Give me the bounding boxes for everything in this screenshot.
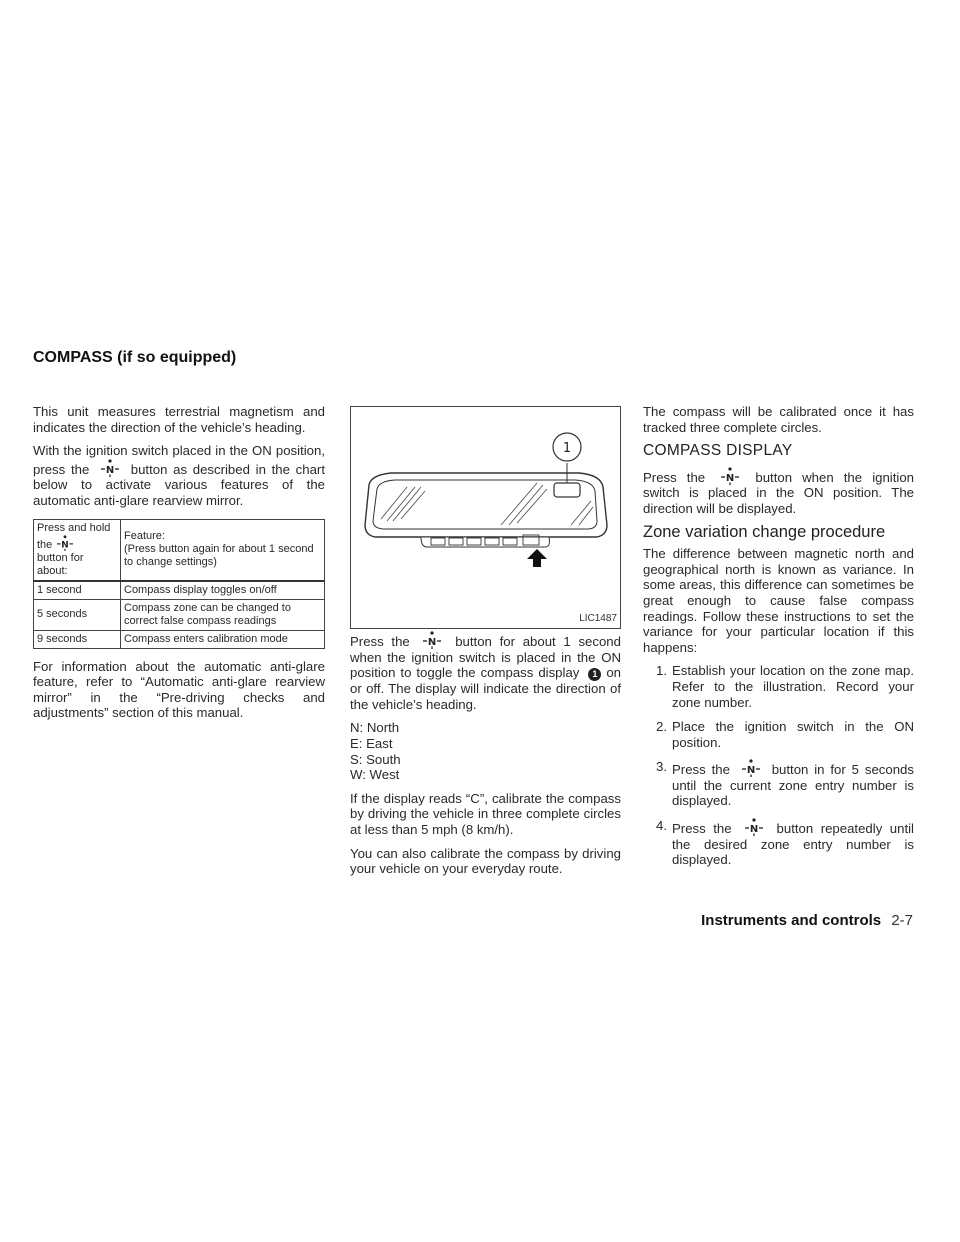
- list-item: E: East: [350, 735, 393, 751]
- step-number: 2.: [656, 719, 667, 735]
- paragraph: If the display reads “C”, calibrate the compass by driving the vehicle in three complete circles at less than 5 mph (8 km/h).: [350, 790, 621, 837]
- direction-list: [350, 720, 621, 782]
- section-heading: COMPASS (if so equipped): [33, 349, 237, 366]
- rearview-mirror-drawing: [351, 407, 620, 628]
- text-fragment: Press and hold the: [37, 521, 111, 551]
- mirror-illustration: [350, 406, 621, 629]
- page-footer: [701, 912, 913, 929]
- step-text: Place the ignition switch in the ON position.: [672, 719, 914, 750]
- compass-n-icon: [57, 535, 73, 551]
- column-3: [643, 404, 914, 877]
- text-fragment: button in for 5 seconds until the current zone entry number is displayed.: [672, 762, 914, 809]
- svg-text:N: N: [749, 824, 759, 836]
- paragraph: [643, 467, 914, 517]
- table-header-cell: [34, 519, 121, 581]
- paragraph: The compass will be calibrated once it has tracked three complete circles.: [643, 404, 914, 435]
- list-item: [643, 663, 914, 710]
- compass-n-icon: [101, 459, 119, 477]
- table-header-cell: [121, 519, 325, 581]
- callout-number: 1: [562, 441, 572, 456]
- step-text: [672, 818, 914, 868]
- step-text: Establish your location on the zone map. Refer to the illustration. Record your zone number.: [672, 663, 914, 710]
- feature-table: [33, 519, 325, 649]
- table-header-row: [34, 519, 325, 581]
- table-cell: Compass enters calibration mode: [121, 630, 325, 648]
- table-row: [34, 581, 325, 600]
- list-item: S: South: [350, 751, 401, 767]
- list-item: W: West: [350, 767, 400, 783]
- table-cell: 5 seconds: [34, 599, 121, 630]
- svg-text:N: N: [726, 472, 735, 484]
- paragraph: For information about the automatic anti-glare feature, refer to “Automatic anti-glare rearview mirror” in the “Pre-driving checks and adjustments” section of this manual.: [33, 658, 325, 721]
- step-number: 4.: [656, 818, 667, 834]
- column-2: [350, 406, 621, 885]
- svg-text:N: N: [428, 637, 437, 648]
- paragraph: The difference between magnetic north and geographical north is known as variance. In some areas, this difference can sometimes be great enough to cause false compass readings. Follow these instructions to set the variance for your particular location if this happens:: [643, 546, 914, 655]
- page-number: 2-7: [891, 912, 913, 929]
- compass-n-icon: [423, 631, 441, 649]
- subheading: COMPASS DISPLAY: [643, 442, 793, 460]
- table-cell: 1 second: [34, 581, 121, 600]
- step-number: 3.: [656, 759, 667, 775]
- paragraph: [33, 443, 325, 508]
- text-fragment: button as described in the chart below to activate various features of the automatic anti-glare rearview mirror.: [33, 461, 325, 508]
- paragraph: [350, 631, 621, 712]
- paragraph: This unit measures terrestrial magnetism and indicates the direction of the vehicle’s heading.: [33, 404, 325, 435]
- text-fragment: With the ignition switch placed in the ON position, press the: [33, 443, 325, 477]
- text-fragment: button repeatedly until the desired zone entry number is displayed.: [672, 821, 914, 868]
- list-item: N: North: [350, 720, 400, 736]
- figure-label: LIC1487: [579, 613, 617, 625]
- text-fragment: button when the ignition switch is placed in the ON position. The direction will be displayed.: [643, 469, 914, 516]
- table-cell: Compass zone can be changed to correct false compass readings: [121, 599, 325, 630]
- table-cell: 9 seconds: [34, 630, 121, 648]
- subheading: Zone variation change procedure: [643, 522, 886, 541]
- step-number: 1.: [656, 663, 667, 679]
- compass-n-icon: [745, 818, 763, 836]
- svg-text:N: N: [746, 765, 755, 777]
- svg-text:N: N: [105, 464, 115, 476]
- list-item: [643, 818, 914, 868]
- text-fragment: Feature:: [124, 530, 165, 543]
- text-fragment: on or off. The display will indicate the direction of the vehicle’s heading.: [350, 665, 621, 712]
- table-cell: Compass display toggles on/off: [121, 581, 325, 600]
- column-1: [33, 404, 325, 729]
- text-fragment: Press the: [643, 469, 706, 485]
- list-item: [643, 759, 914, 809]
- text-fragment: button for about:: [37, 551, 84, 577]
- text-fragment: Press the: [672, 762, 730, 778]
- compass-n-icon: [721, 467, 739, 485]
- table-row: [34, 599, 325, 630]
- text-fragment: Press the: [350, 634, 410, 649]
- list-item: [643, 719, 914, 750]
- section-title: Instruments and controls: [701, 912, 882, 929]
- svg-text:N: N: [61, 540, 70, 551]
- callout-number: 1: [588, 668, 601, 681]
- table-row: [34, 630, 325, 648]
- step-text: [672, 759, 914, 809]
- paragraph: You can also calibrate the compass by driving your vehicle on your everyday route.: [350, 845, 621, 877]
- text-fragment: button for about 1 second when the ignition switch is placed in the ON position to toggle the compass display: [350, 634, 621, 681]
- procedure-steps: [643, 663, 914, 868]
- compass-n-icon: [742, 759, 760, 777]
- text-fragment: Press the: [672, 821, 732, 837]
- text-fragment: (Press button again for about 1 second to change settings): [124, 543, 314, 569]
